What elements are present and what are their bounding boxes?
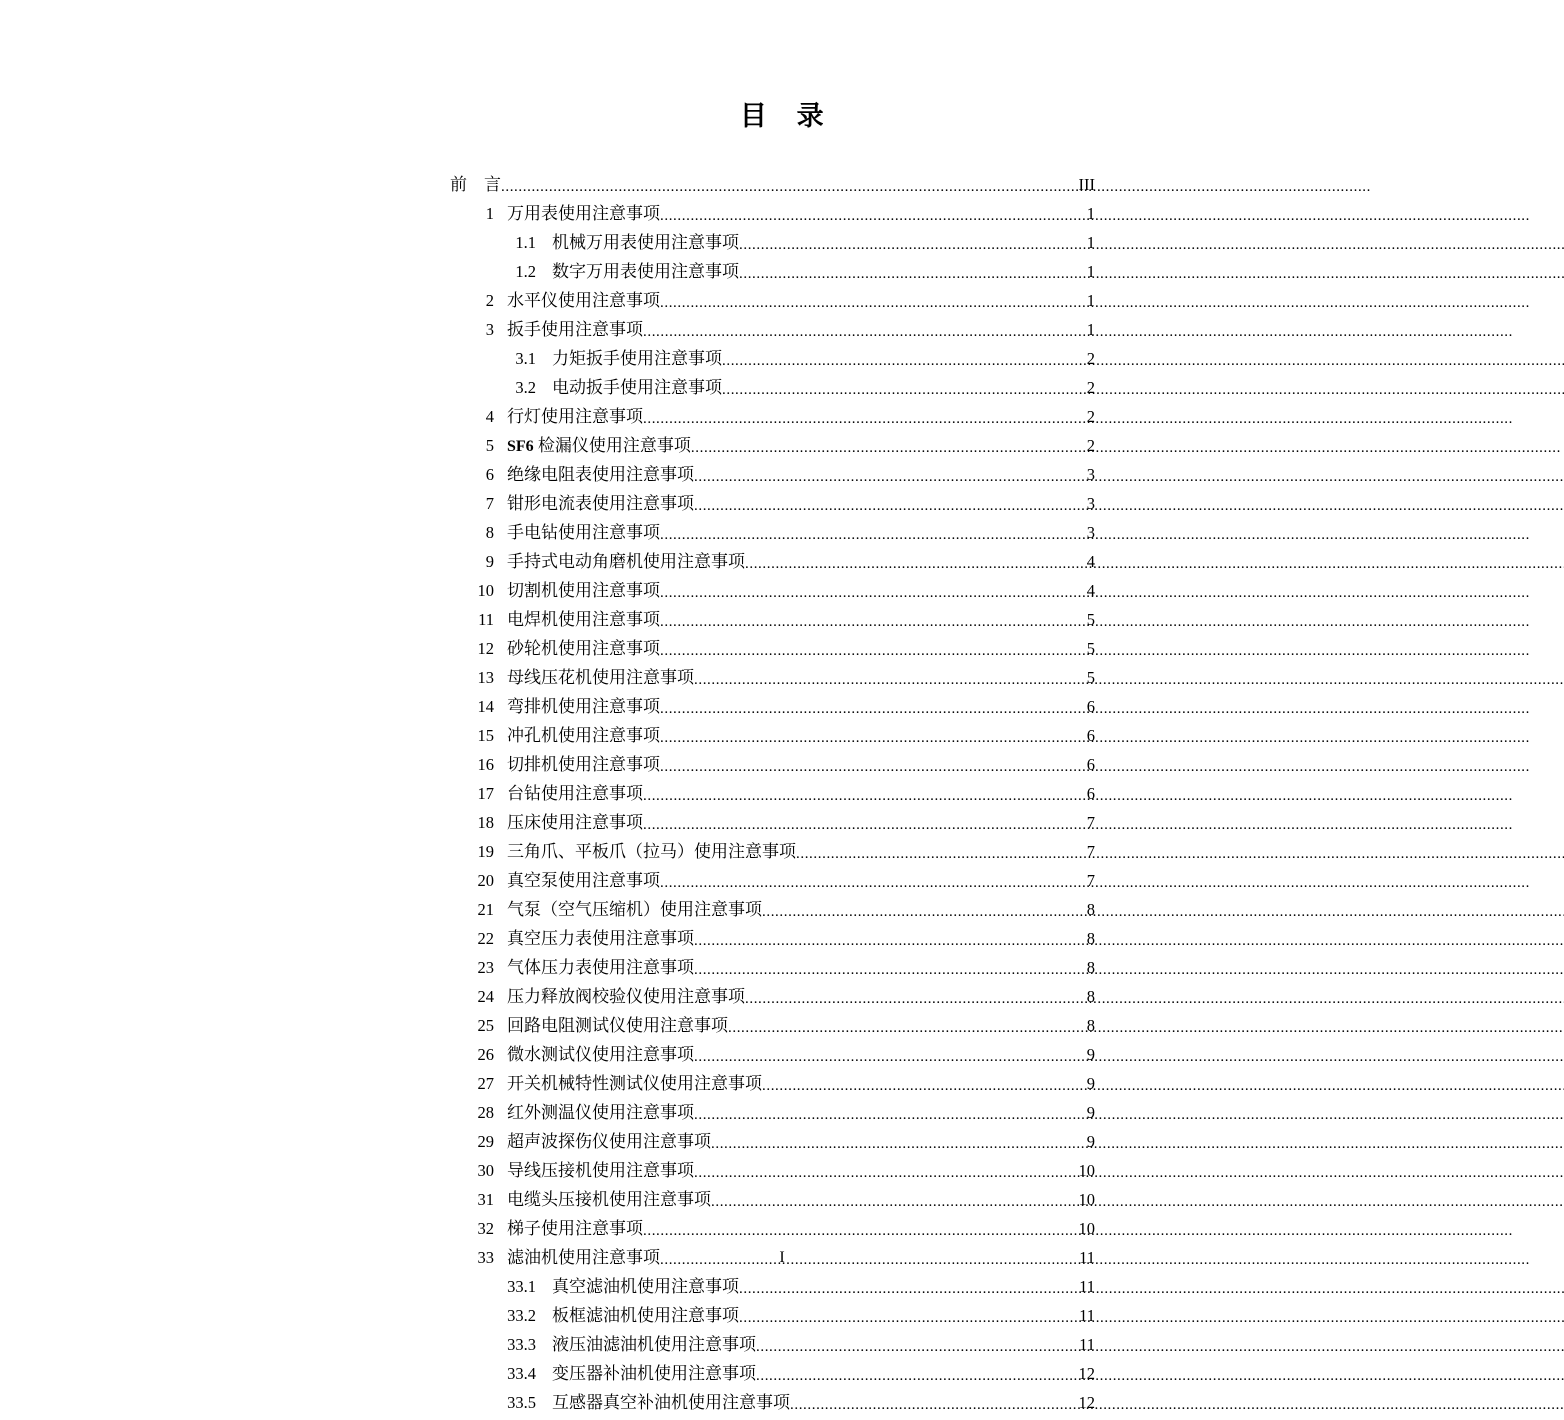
toc-entry[interactable] [450,431,1095,460]
toc-entry-number: 17 [477,784,494,803]
footer-page-number: I [779,1249,785,1266]
toc-entry-page-number: 8 [1086,929,1095,948]
toc-entry-page-number: 5 [1086,610,1095,629]
toc-entry[interactable] [450,518,1095,547]
toc-entry[interactable] [450,779,1095,808]
toc-entry-number: 3.1 [515,349,536,368]
toc-entry[interactable] [450,1011,1095,1040]
toc-entry-number: 31 [477,1190,494,1209]
toc-entry-title: 真空滤油机使用注意事项 [552,1277,739,1296]
toc-entry-number: 19 [477,842,494,861]
toc-leader-dots [756,1333,1078,1350]
toc-leader-dots [660,521,1086,538]
toc-entry-number: 10 [477,581,494,600]
toc-entry-number: 33 [477,1248,494,1267]
toc-entry-title: 导线压接机使用注意事项 [507,1161,694,1180]
toc-entry-number: 33.2 [507,1306,536,1325]
toc-entry-title: 微水测试仪使用注意事项 [507,1045,694,1064]
toc-entry-title: 回路电阻测试仪使用注意事项 [507,1016,728,1035]
toc-entry-title: 滤油机使用注意事项 [507,1248,660,1267]
toc-entry[interactable] [450,605,1095,634]
toc-entry-number: 7 [485,494,494,513]
toc-leader-dots [745,985,1086,1002]
toc-leader-dots [728,1014,1086,1031]
toc-entry-page-number: 8 [1086,987,1095,1006]
toc-leader-dots [660,869,1086,886]
toc-entry[interactable] [450,257,1095,286]
toc-entry[interactable] [450,1359,1095,1388]
toc-entry-number: 33.4 [507,1364,536,1383]
toc-entry-number: 5 [485,436,494,455]
toc-entry[interactable] [450,866,1095,895]
toc-entry-title: 开关机械特性测试仪使用注意事项 [507,1074,762,1093]
toc-entry-number: 24 [477,987,494,1006]
toc-entry-title: 压床使用注意事项 [507,813,643,832]
toc-entry[interactable] [450,953,1095,982]
toc-entry-title: 板框滤油机使用注意事项 [552,1306,739,1325]
toc-entry-page-number: 10 [1078,1161,1095,1180]
toc-entry-page-number: 2 [1086,407,1095,426]
toc-entry[interactable] [450,1330,1095,1359]
toc-leader-dots [694,1043,1086,1060]
toc-entry[interactable] [450,1069,1095,1098]
toc-leader-dots [694,1159,1078,1176]
toc-leader-dots [694,1101,1086,1118]
toc-entry[interactable] [450,808,1095,837]
toc-leader-dots [722,347,1086,364]
toc-entry-title: 超声波探伤仪使用注意事项 [507,1132,711,1151]
toc-entry-title: 万用表使用注意事项 [507,204,660,223]
toc-leader-dots [694,956,1086,973]
toc-leader-dots [660,753,1086,770]
toc-entry-number: 33.5 [507,1393,536,1412]
table-of-contents [450,170,1095,1417]
toc-entry[interactable] [450,228,1095,257]
toc-entry[interactable] [450,1185,1095,1214]
toc-entry-page-number: 8 [1086,958,1095,977]
toc-entry[interactable] [450,1388,1095,1417]
toc-entry-title: 机械万用表使用注意事项 [552,233,739,252]
toc-entry[interactable] [450,286,1095,315]
toc-entry-page-number: III [1078,175,1095,194]
toc-entry-number: 12 [477,639,494,658]
toc-leader-dots [660,724,1086,741]
toc-leader-dots [643,405,1086,422]
toc-entry[interactable] [450,373,1095,402]
toc-entry-page-number: 1 [1086,233,1095,252]
toc-entry-title: 行灯使用注意事项 [507,407,643,426]
toc-leader-dots [694,666,1086,683]
toc-entry[interactable] [450,1127,1095,1156]
toc-entry-number: 9 [485,552,494,571]
toc-leader-dots [745,550,1086,567]
toc-entry-number: 23 [477,958,494,977]
toc-entry-title: 真空压力表使用注意事项 [507,929,694,948]
toc-entry-page-number: 2 [1086,349,1095,368]
toc-leader-dots [739,231,1086,248]
toc-entry-number: 3.2 [515,378,536,397]
toc-leader-dots [643,1217,1078,1234]
toc-entry-title: 红外测温仪使用注意事项 [507,1103,694,1122]
toc-leader-dots [762,898,1086,915]
toc-entry-page-number: 11 [1079,1248,1095,1267]
toc-leader-dots [501,173,1078,190]
toc-entry-page-number: 3 [1086,523,1095,542]
toc-leader-dots [660,289,1086,306]
toc-entry[interactable] [450,199,1095,228]
toc-leader-dots [660,579,1086,596]
toc-entry-page-number: 8 [1086,1016,1095,1035]
toc-entry-number: 32 [477,1219,494,1238]
toc-entry[interactable] [450,982,1095,1011]
toc-entry[interactable] [450,750,1095,779]
toc-entry-page-number: 1 [1086,320,1095,339]
toc-entry-title: 液压油滤油机使用注意事项 [552,1335,756,1354]
toc-leader-dots [722,376,1086,393]
toc-leader-dots [790,1391,1078,1408]
toc-entry-page-number: 3 [1086,465,1095,484]
toc-entry-title: 水平仪使用注意事项 [507,291,660,310]
toc-entry[interactable] [450,170,1095,199]
toc-entry-title: 互感器真空补油机使用注意事项 [552,1393,790,1412]
toc-entry-number: 29 [477,1132,494,1151]
toc-entry-title: 梯子使用注意事项 [507,1219,643,1238]
toc-entry[interactable] [450,1301,1095,1330]
toc-leader-dots [660,202,1086,219]
toc-entry-page-number: 1 [1086,204,1095,223]
toc-entry-number: 2 [485,291,494,310]
toc-entry-page-number: 9 [1086,1103,1095,1122]
toc-entry-page-number: 7 [1086,871,1095,890]
toc-entry-page-number: 9 [1086,1132,1095,1151]
toc-entry-number: 1 [485,204,494,223]
toc-entry-title: 母线压花机使用注意事项 [507,668,694,687]
toc-leader-dots [796,840,1086,857]
toc-entry[interactable] [450,576,1095,605]
toc-leader-dots [756,1362,1078,1379]
toc-entry-title: 电焊机使用注意事项 [507,610,660,629]
toc-entry-title: SF6 检漏仪使用注意事项 [507,436,691,455]
toc-entry-page-number: 7 [1086,842,1095,861]
toc-entry-page-number: 4 [1086,581,1095,600]
toc-entry-number: 16 [477,755,494,774]
toc-entry-page-number: 10 [1078,1190,1095,1209]
toc-entry-page-number: 1 [1086,262,1095,281]
toc-entry-page-number: 3 [1086,494,1095,513]
toc-entry-title: 数字万用表使用注意事项 [552,262,739,281]
toc-entry-title: 砂轮机使用注意事项 [507,639,660,658]
toc-leader-dots [694,492,1086,509]
toc-entry-page-number: 11 [1079,1306,1095,1325]
toc-entry-title: 压力释放阀校验仪使用注意事项 [507,987,745,1006]
toc-entry-title: 扳手使用注意事项 [507,320,643,339]
toc-entry-page-number: 5 [1086,668,1095,687]
toc-entry-title: 切割机使用注意事项 [507,581,660,600]
toc-entry-number: 13 [477,668,494,687]
toc-entry-title: 钳形电流表使用注意事项 [507,494,694,513]
toc-entry-page-number: 1 [1086,291,1095,310]
toc-entry-page-number: 5 [1086,639,1095,658]
toc-entry-title: 气体压力表使用注意事项 [507,958,694,977]
toc-entry-page-number: 8 [1086,900,1095,919]
toc-entry-page-number: 6 [1086,784,1095,803]
toc-leader-dots [711,1130,1086,1147]
toc-entry-title: 力矩扳手使用注意事项 [552,349,722,368]
document-page [307,0,1257,1412]
toc-entry-page-number: 2 [1086,378,1095,397]
toc-entry-number: 30 [477,1161,494,1180]
toc-entry-page-number: 6 [1086,726,1095,745]
toc-entry-number: 18 [477,813,494,832]
toc-entry[interactable] [450,634,1095,663]
toc-entry-page-number: 9 [1086,1074,1095,1093]
toc-leader-dots [660,695,1086,712]
toc-entry[interactable] [450,1214,1095,1243]
toc-entry-page-number: 9 [1086,1045,1095,1064]
toc-leader-dots [739,1275,1078,1292]
toc-entry-number: 27 [477,1074,494,1093]
toc-entry-number: 26 [477,1045,494,1064]
toc-leader-dots [739,260,1086,277]
toc-entry-page-number: 10 [1078,1219,1095,1238]
toc-title-latin-run: SF6 [507,438,534,455]
toc-entry-page-number: 12 [1078,1364,1095,1383]
toc-entry-title: 真空泵使用注意事项 [507,871,660,890]
page-title: 目 录 [739,101,825,131]
toc-leader-dots [711,1188,1078,1205]
toc-leader-dots [691,434,1086,451]
toc-entry[interactable] [450,344,1095,373]
toc-entry-title: 冲孔机使用注意事项 [507,726,660,745]
toc-entry-page-number: 2 [1086,436,1095,455]
toc-entry-title: 气泵（空气压缩机）使用注意事项 [507,900,762,919]
toc-entry[interactable] [450,1040,1095,1069]
toc-entry[interactable] [450,547,1095,576]
toc-entry[interactable] [450,315,1095,344]
toc-entry-number: 25 [477,1016,494,1035]
toc-entry-page-number: 11 [1079,1335,1095,1354]
toc-entry[interactable] [450,1098,1095,1127]
toc-entry-title: 变压器补油机使用注意事项 [552,1364,756,1383]
toc-entry-page-number: 4 [1086,552,1095,571]
toc-entry-title: 前 言 [450,175,501,194]
toc-leader-dots [643,782,1086,799]
toc-entry-number: 4 [485,407,494,426]
toc-entry-number: 33.3 [507,1335,536,1354]
toc-entry[interactable] [450,721,1095,750]
toc-entry-number: 21 [477,900,494,919]
toc-entry-number: 1.1 [515,233,536,252]
toc-entry[interactable] [450,1272,1095,1301]
toc-entry-number: 22 [477,929,494,948]
toc-entry[interactable] [450,692,1095,721]
toc-entry-title: 电动扳手使用注意事项 [552,378,722,397]
toc-entry-title: 手持式电动角磨机使用注意事项 [507,552,745,571]
toc-entry-title: 弯排机使用注意事项 [507,697,660,716]
toc-entry-number: 6 [485,465,494,484]
toc-entry-title: 手电钻使用注意事项 [507,523,660,542]
toc-entry-number: 8 [485,523,494,542]
toc-leader-dots [660,608,1086,625]
toc-entry-page-number: 6 [1086,755,1095,774]
toc-entry-number: 11 [478,610,494,629]
toc-leader-dots [643,318,1086,335]
toc-entry[interactable] [450,1156,1095,1185]
toc-entry-title: 电缆头压接机使用注意事项 [507,1190,711,1209]
toc-entry-page-number: 6 [1086,697,1095,716]
toc-entry[interactable] [450,460,1095,489]
toc-leader-dots [739,1304,1078,1321]
toc-leader-dots [660,637,1086,654]
toc-entry[interactable] [450,663,1095,692]
toc-entry-number: 33.1 [507,1277,536,1296]
toc-entry[interactable] [450,895,1095,924]
toc-leader-dots [643,811,1086,828]
toc-entry-title: 切排机使用注意事项 [507,755,660,774]
toc-entry-title: 绝缘电阻表使用注意事项 [507,465,694,484]
toc-entry-title: 三角爪、平板爪（拉马）使用注意事项 [507,842,796,861]
toc-entry[interactable] [450,402,1095,431]
toc-entry-page-number: 7 [1086,813,1095,832]
toc-entry[interactable] [450,837,1095,866]
toc-entry-number: 20 [477,871,494,890]
toc-leader-dots [762,1072,1086,1089]
toc-entry-page-number: 11 [1079,1277,1095,1296]
toc-entry-number: 1.2 [515,262,536,281]
toc-entry-number: 28 [477,1103,494,1122]
toc-leader-dots [694,927,1086,944]
toc-entry[interactable] [450,489,1095,518]
toc-leader-dots [694,463,1086,480]
toc-entry-title: 台钻使用注意事项 [507,784,643,803]
toc-entry-number: 15 [477,726,494,745]
toc-entry-page-number: 12 [1078,1393,1095,1412]
toc-entry-number: 3 [485,320,494,339]
toc-entry-number: 14 [477,697,494,716]
toc-entry[interactable] [450,924,1095,953]
